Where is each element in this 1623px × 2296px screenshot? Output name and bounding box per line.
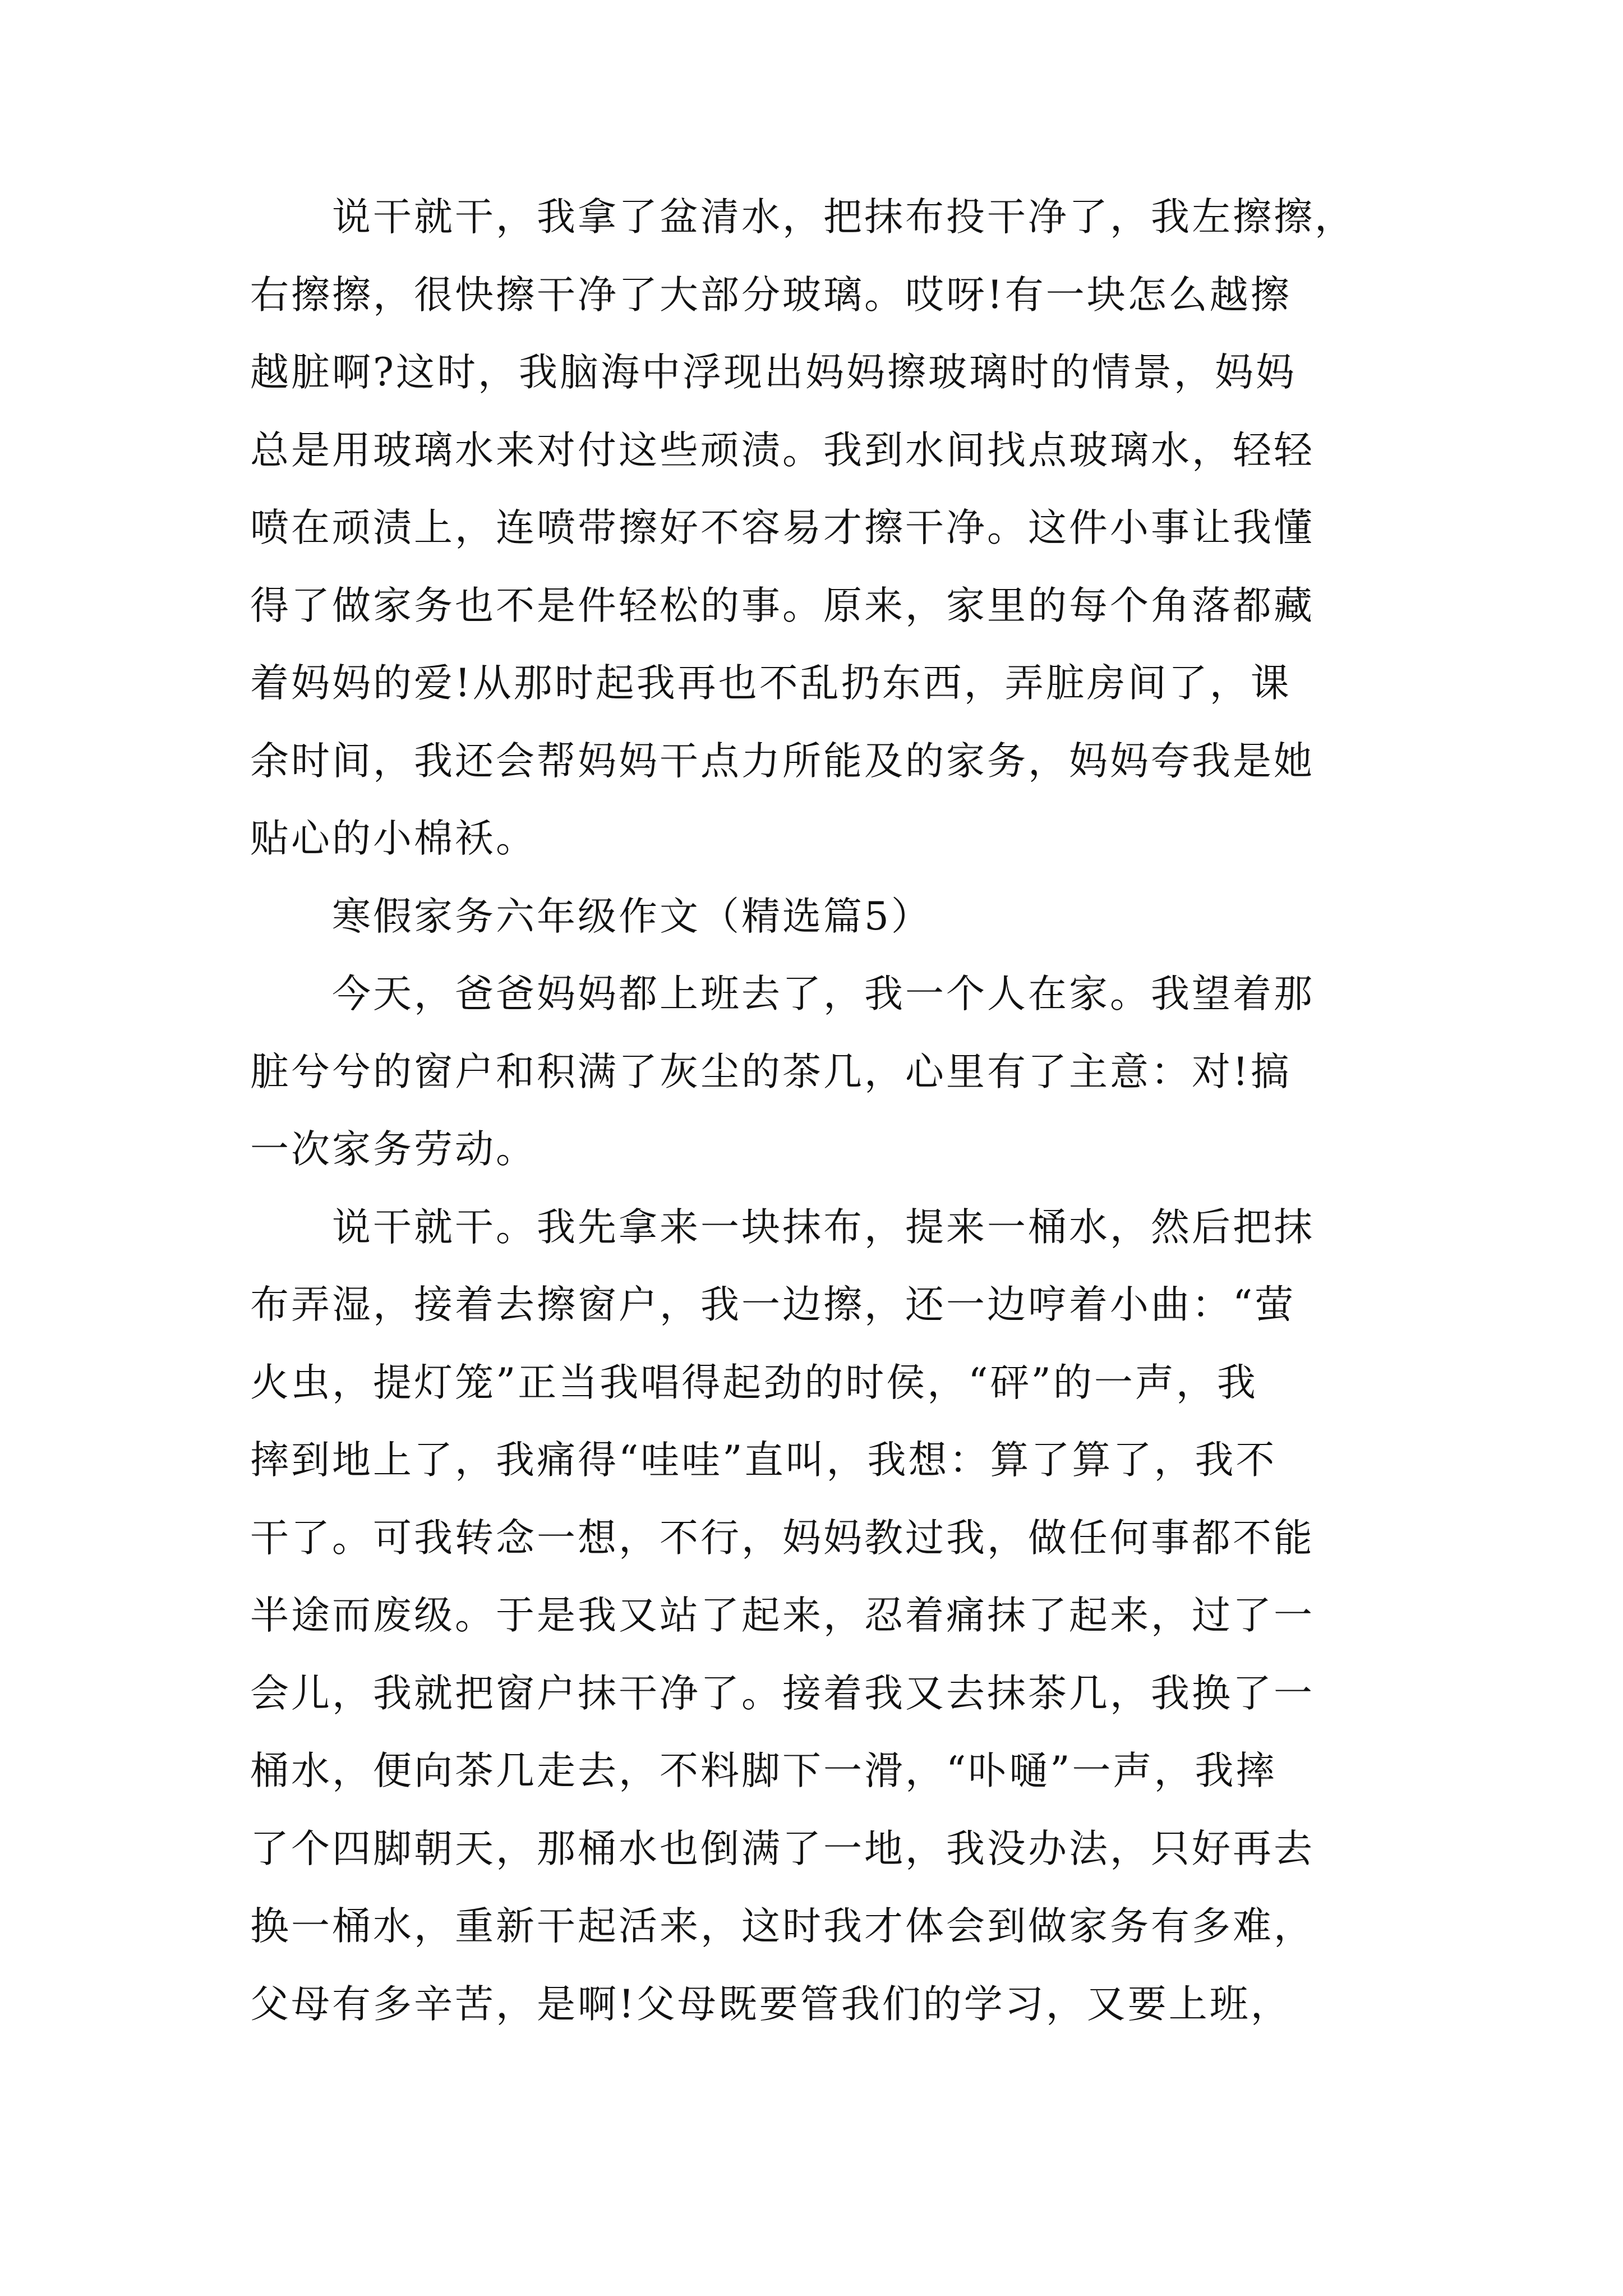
text-line: 总是用玻璃水来对付这些顽渍。我到水间找点玻璃水，轻轻 — [250, 427, 1315, 473]
text-line: 干了。可我转念一想，不行，妈妈教过我，做任何事都不能 — [250, 1515, 1315, 1561]
text-line: 父母有多辛苦，是啊!父母既要管我们的学习，又要上班， — [250, 1981, 1292, 2027]
text-line: 了个四脚朝天，那桶水也倒满了一地，我没办法，只好再去 — [250, 1826, 1315, 1871]
text-line: 脏兮兮的窗户和积满了灰尘的茶几，心里有了主意：对!搞 — [250, 1049, 1292, 1094]
text-line: 换一桶水，重新干起活来，这时我才体会到做家务有多难， — [250, 1904, 1315, 1949]
text-line: 越脏啊?这时，我脑海中浮现出妈妈擦玻璃时的情景，妈妈 — [250, 350, 1297, 395]
text-line: 今天，爸爸妈妈都上班去了，我一个人在家。我望着那 — [332, 972, 1315, 1016]
text-line: 贴心的小棉袄。 — [250, 816, 537, 861]
text-line: 会儿，我就把窗户抹干净了。接着我又去抹茶几，我换了一 — [250, 1671, 1315, 1716]
paragraph-2 — [250, 955, 1383, 1189]
text-line: 说干就干，我拿了盆清水，把抹布投干净了，我左擦擦， — [332, 195, 1355, 240]
text-line: 半途而废级。于是我又站了起来，忍着痛抹了起来，过了一 — [250, 1593, 1315, 1638]
section-heading — [250, 878, 1383, 956]
heading-line: 寒假家务六年级作文（精选篇5） — [332, 894, 932, 939]
text-line: 喷在顽渍上，连喷带擦好不容易才擦干净。这件小事让我懂 — [250, 505, 1315, 550]
text-line: 火虫，提灯笼”正当我唱得起劲的时侯，“砰”的一声，我 — [250, 1360, 1258, 1405]
text-line: 说干就干。我先拿来一块抹布，提来一桶水，然后把抹 — [332, 1204, 1315, 1250]
text-line: 余时间，我还会帮妈妈干点力所能及的家务，妈妈夸我是她 — [250, 738, 1315, 784]
paragraph-1 — [250, 178, 1383, 878]
text-line: 一次家务劳动。 — [250, 1127, 537, 1172]
document-body — [250, 178, 1383, 2043]
text-line: 右擦擦，很快擦干净了大部分玻璃。哎呀!有一块怎么越擦 — [250, 272, 1292, 318]
text-line: 桶水，便向茶几走去，不料脚下一滑，“卟嗵”一声，我摔 — [250, 1749, 1277, 1793]
text-line: 布弄湿，接着去擦窗户，我一边擦，还一边哼着小曲：“萤 — [250, 1282, 1296, 1327]
paragraph-3 — [250, 1189, 1383, 2044]
text-line: 得了做家务也不是件轻松的事。原来，家里的每个角落都藏 — [250, 583, 1315, 628]
text-line: 摔到地上了，我痛得“哇哇”直叫，我想：算了算了，我不 — [250, 1438, 1277, 1483]
text-line: 着妈妈的爱!从那时起我再也不乱扔东西，弄脏房间了，课 — [250, 661, 1292, 706]
